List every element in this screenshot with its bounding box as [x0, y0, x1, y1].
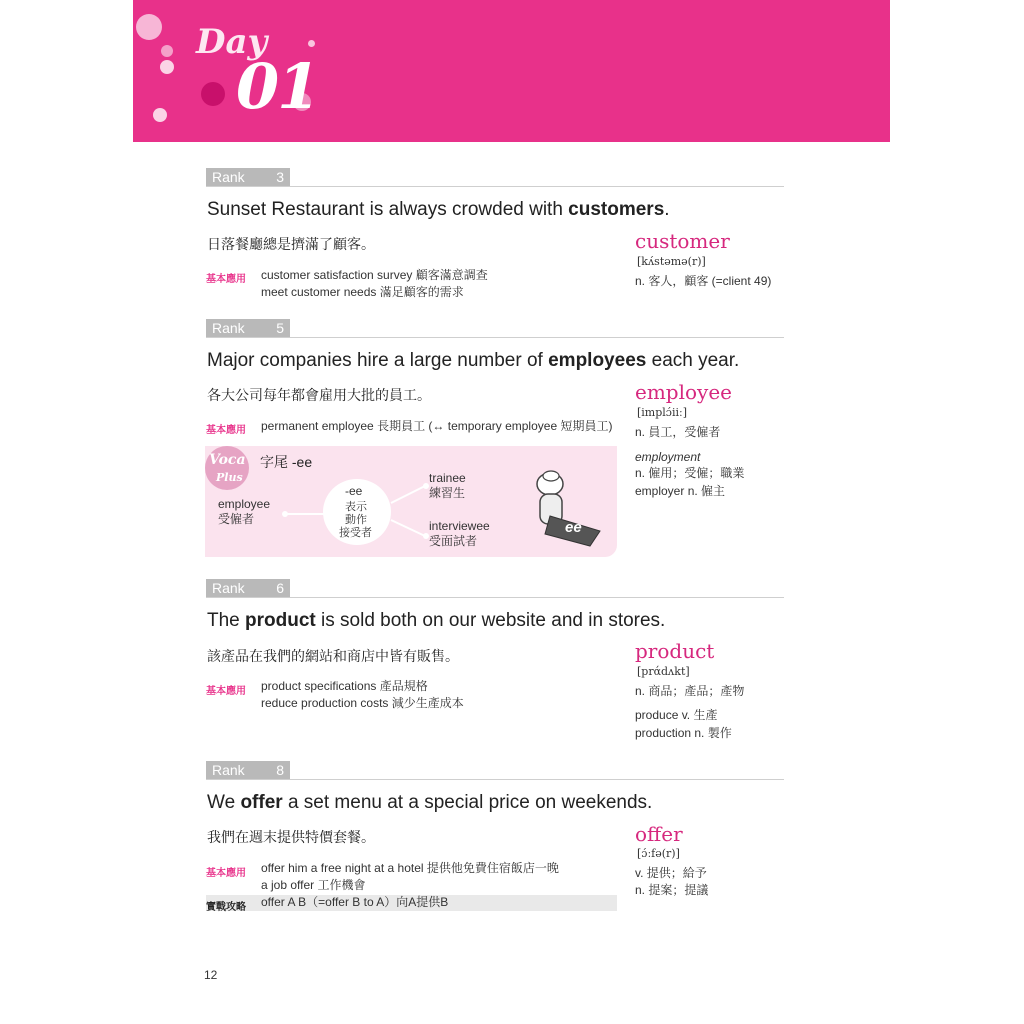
usage-tag: 基本應用 — [206, 686, 246, 697]
sentence-translation: 日落餐廳總是擠滿了顧客。 — [207, 237, 375, 253]
usage-line: customer satisfaction survey 顧客滿意調查 — [261, 268, 488, 282]
usage-tag: 基本應用 — [206, 425, 246, 436]
voca-center-meaning: 表示 — [345, 501, 367, 513]
usage-line: reduce production costs 減少生產成本 — [261, 696, 464, 710]
voca-badge-bottom: Plus — [216, 471, 243, 484]
related-definition: n. 僱用；受僱；職業 — [635, 466, 745, 480]
decor-dot — [161, 45, 173, 57]
rank-number: 3 — [276, 169, 284, 185]
usage-tag: 基本應用 — [206, 868, 246, 879]
divider — [206, 186, 784, 187]
connector-line — [391, 486, 425, 503]
rank-label: Rank — [212, 169, 245, 185]
decor-dot — [201, 82, 225, 106]
headword: customer — [635, 229, 730, 253]
headword: offer — [635, 822, 683, 846]
pronunciation: [prάdʌkt] — [637, 665, 690, 678]
voca-center-meaning: 接受者 — [339, 527, 372, 539]
voca-left-word: employee — [218, 497, 271, 511]
example-sentence: The product is sold both on our website and in stores. — [207, 610, 666, 631]
page-number: 12 — [204, 968, 218, 982]
example-sentence: Major companies hire a large number of employees each year. — [207, 350, 740, 371]
rank-label: Rank — [212, 580, 245, 596]
rank-number: 8 — [276, 762, 284, 778]
usage-line: permanent employee 長期員工 (↔ temporary employee 短期員工) — [261, 419, 613, 433]
headword: product — [635, 639, 715, 663]
rank-label: Rank — [212, 320, 245, 336]
tip-tag: 實戰攻略 — [206, 902, 246, 913]
rank-badge — [206, 579, 290, 597]
day-number: 01 — [236, 50, 319, 123]
related-word: employment — [635, 450, 701, 464]
decor-dot — [160, 60, 174, 74]
pronunciation: [implɔ́iiː] — [637, 406, 687, 419]
voca-left-meaning: 受僱者 — [218, 512, 255, 526]
rank-number: 6 — [276, 580, 284, 596]
pronunciation: [ɔ́ːfə(r)] — [637, 847, 680, 860]
definition: n. 商品；產品；產物 — [635, 684, 745, 698]
voca-title: 字尾 -ee — [260, 454, 313, 470]
example-sentence: Sunset Restaurant is always crowded with customers. — [207, 199, 670, 220]
definition: n. 客人，顧客 (=client 49) — [635, 274, 772, 288]
divider — [206, 337, 784, 338]
sentence-translation: 該產品在我們的網站和商店中皆有販售。 — [207, 649, 459, 665]
divider — [206, 779, 784, 780]
voca-right-top-meaning: 練習生 — [429, 486, 466, 500]
usage-line: product specifications 產品規格 — [261, 679, 428, 693]
usage-line: a job offer 工作機會 — [261, 878, 366, 892]
decor-dot — [136, 14, 162, 40]
definition: n. 員工，受僱者 — [635, 425, 721, 439]
voca-right-bottom-meaning: 受面試者 — [429, 534, 478, 548]
day-label: Day — [196, 22, 268, 62]
voca-suffix: -ee — [345, 484, 363, 498]
voca-right-top-word: trainee — [429, 471, 466, 485]
voca-badge-top: Voca — [209, 452, 246, 468]
sentence-translation: 我們在週末提供特價套餐。 — [207, 830, 375, 846]
rank-badge — [206, 761, 290, 779]
rank-badge — [206, 319, 290, 337]
pronunciation: [kʌ́stəmə(r)] — [637, 255, 706, 268]
day-banner — [133, 0, 890, 142]
related-word: produce v. 生產 — [635, 708, 718, 722]
headword: employee — [635, 380, 733, 404]
definition: n. 提案；提議 — [635, 883, 709, 897]
usage-tag: 基本應用 — [206, 274, 246, 285]
sentence-translation: 各大公司每年都會雇用大批的員工。 — [207, 388, 431, 404]
decor-dot — [308, 40, 315, 47]
mascot-eyes — [543, 471, 559, 481]
rank-badge — [206, 168, 290, 186]
usage-line: offer him a free night at a hotel 提供他免費住宿飯店一晚 — [261, 861, 559, 875]
voca-right-bottom-word: interviewee — [429, 519, 490, 533]
definition: v. 提供；給予 — [635, 866, 707, 880]
rank-number: 5 — [276, 320, 284, 336]
connector-dot — [282, 511, 288, 517]
voca-center-meaning: 動作 — [345, 514, 367, 526]
voca-plus-box — [205, 446, 617, 557]
example-sentence: We offer a set menu at a special price on weekends. — [207, 792, 653, 813]
related-word: production n. 製作 — [635, 726, 732, 740]
related-word: employer n. 僱主 — [635, 484, 726, 498]
mascot-sign-text: ee — [565, 519, 582, 536]
rank-label: Rank — [212, 762, 245, 778]
decor-dot — [153, 108, 167, 122]
connector-line — [391, 520, 425, 536]
tip-line: offer A B（=offer B to A）向A提供B — [261, 895, 449, 909]
divider — [206, 597, 784, 598]
usage-line: meet customer needs 滿足顧客的需求 — [261, 285, 464, 299]
